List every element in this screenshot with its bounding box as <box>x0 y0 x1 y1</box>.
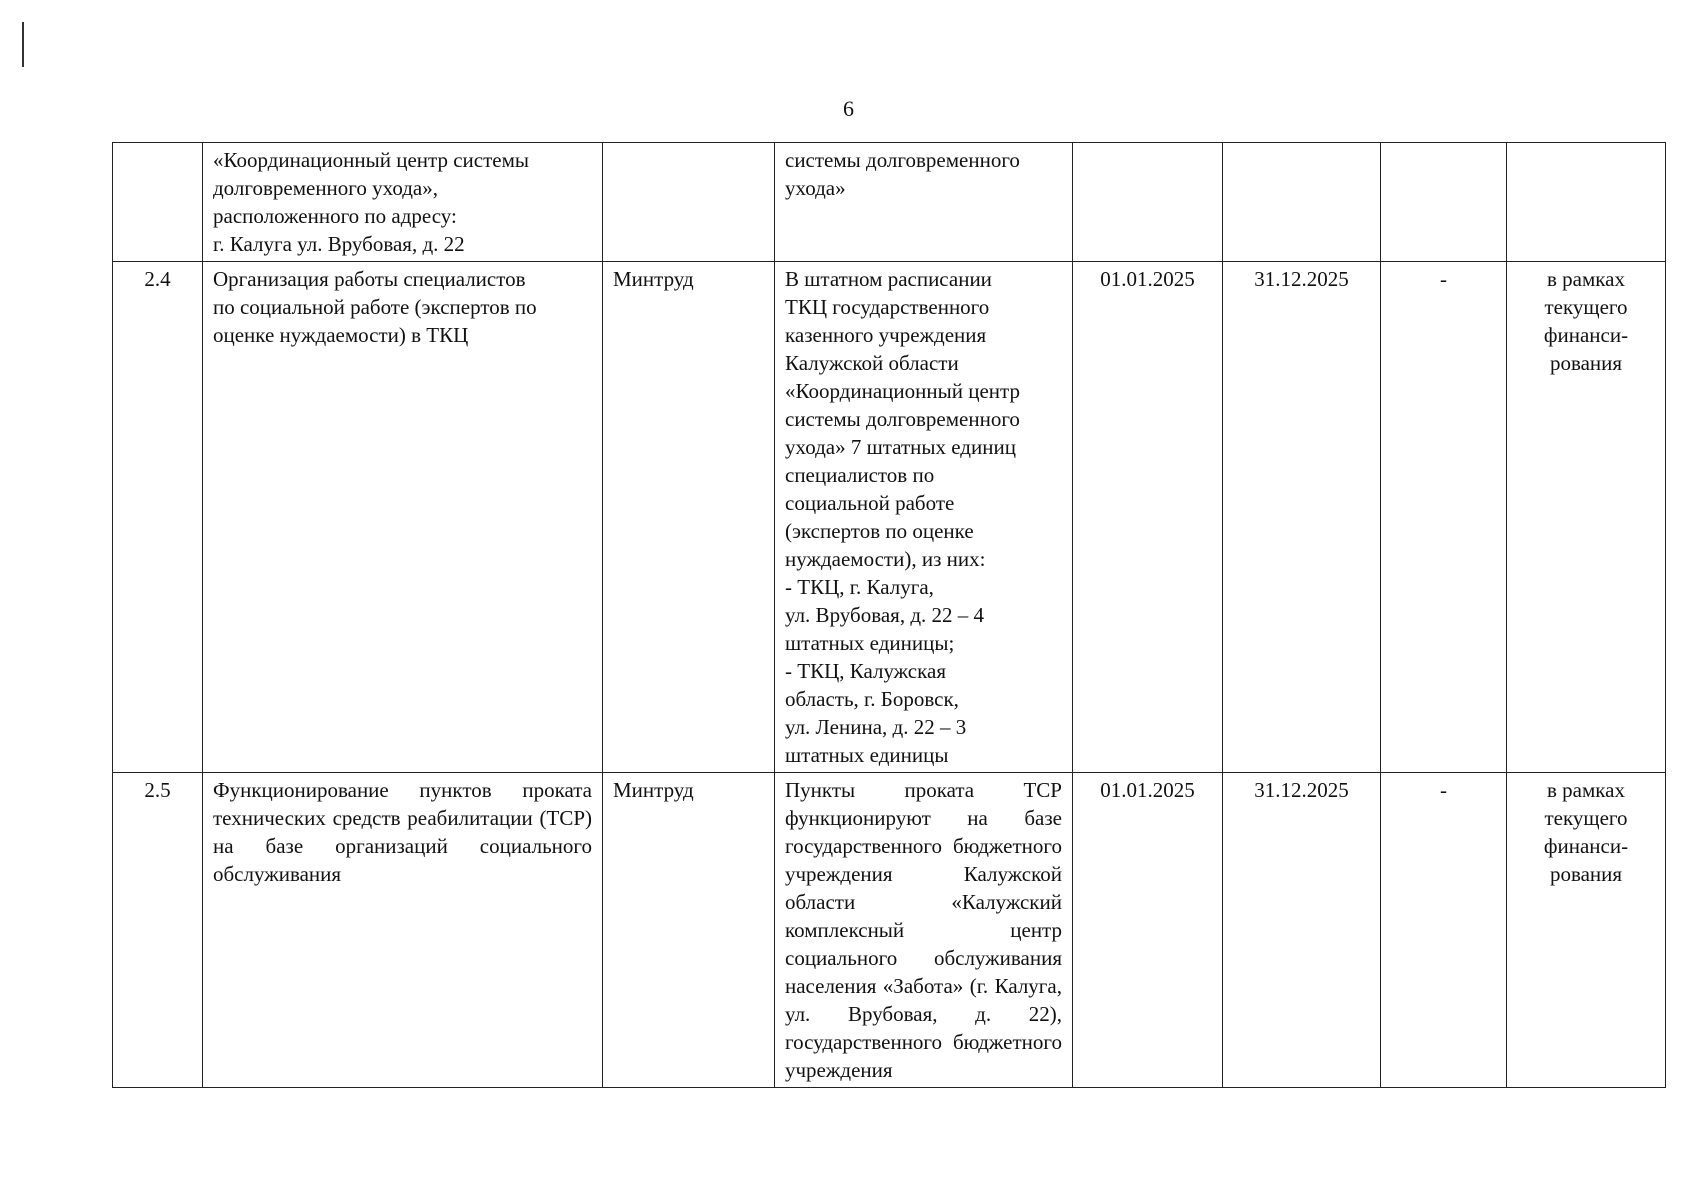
cell-text-line: долговременного ухода», <box>213 176 438 200</box>
table-row <box>113 773 1666 1088</box>
cell-responsible: Минтруд <box>603 773 775 1088</box>
cell-text-line: «Координационный центр <box>785 379 1020 403</box>
cell-text-line: ухода» <box>785 176 846 200</box>
cell-text-line: «Координационный центр системы <box>213 148 529 172</box>
cell-responsible: Минтруд <box>603 262 775 773</box>
cell-event <box>203 143 603 262</box>
cell-text-line: рования <box>1549 862 1623 886</box>
cell-number: 2.4 <box>113 262 203 773</box>
cell-text-line: финанси- <box>1543 834 1629 858</box>
cell-text-line: в рамках <box>1547 778 1625 802</box>
cell-text-line: казенного учреждения <box>785 323 987 347</box>
cell-text-line: текущего <box>1544 295 1628 319</box>
cell-text-line: рования <box>1549 351 1623 375</box>
cell-result <box>775 773 1073 1088</box>
cell-text-line: социальной работе <box>785 491 955 515</box>
cell-result <box>775 143 1073 262</box>
cell-text: Пункты проката ТСР функционируют на базе государственного бюджетного учреждения Калужской области «Калужский комплексный центр социального обслуживания населения «Забота» (г. Калуга, ул. Врубовая, д. 22), государственного бюджетного учреждения <box>785 778 1062 1082</box>
cell-text-line: оценке нуждаемости) в ТКЦ <box>213 323 469 347</box>
cell-text-line: г. Калуга ул. Врубовая, д. 22 <box>213 232 465 256</box>
cell-text-line: нуждаемости), из них: <box>785 547 986 571</box>
cell-start-date <box>1073 143 1223 262</box>
cell-text-line: штатных единицы <box>785 743 949 767</box>
cell-text-line: штатных единицы; <box>785 631 955 655</box>
cell-text-line: В штатном расписании <box>785 267 992 291</box>
cell-text: Функционирование пунктов проката технических средств реабилитации (ТСР) на базе организаций социального обслуживания <box>213 778 592 886</box>
cell-text-line: системы долговременного <box>785 148 1020 172</box>
cell-text-line: специалистов по <box>785 463 935 487</box>
cell-text-line: ТКЦ государственного <box>785 295 990 319</box>
cell-text-line: текущего <box>1544 806 1628 830</box>
cell-funding-source <box>1507 773 1666 1088</box>
table-row <box>113 143 1666 262</box>
cell-text-line: Организация работы специалистов <box>213 267 526 291</box>
cell-text-line: Калужской области <box>785 351 959 375</box>
cell-end-date <box>1223 143 1381 262</box>
cell-text-line: ул. Ленина, д. 22 – 3 <box>785 715 967 739</box>
cell-text-line: финанси- <box>1543 323 1629 347</box>
cell-text-line: область, г. Боровск, <box>785 687 959 711</box>
cell-end-date: 31.12.2025 <box>1223 773 1381 1088</box>
cell-text-line: (экспертов по оценке <box>785 519 974 543</box>
cell-text-line: в рамках <box>1547 267 1625 291</box>
cell-event <box>203 773 603 1088</box>
cell-text-line: - ТКЦ, г. Калуга, <box>785 575 934 599</box>
cell-cost: - <box>1381 773 1507 1088</box>
plan-table <box>112 142 1666 1088</box>
cell-text-line: системы долговременного <box>785 407 1020 431</box>
cell-text-line: по социальной работе (экспертов по <box>213 295 537 319</box>
cell-funding-source <box>1507 262 1666 773</box>
cell-cost: - <box>1381 262 1507 773</box>
cell-end-date: 31.12.2025 <box>1223 262 1381 773</box>
cell-text-line: ухода» 7 штатных единиц <box>785 435 1016 459</box>
cell-start-date: 01.01.2025 <box>1073 262 1223 773</box>
cell-text-line: ул. Врубовая, д. 22 – 4 <box>785 603 984 627</box>
cell-number <box>113 143 203 262</box>
cell-result <box>775 262 1073 773</box>
cell-start-date: 01.01.2025 <box>1073 773 1223 1088</box>
table-body <box>113 143 1666 1088</box>
cell-event <box>203 262 603 773</box>
cell-responsible <box>603 143 775 262</box>
cell-text-line: - ТКЦ, Калужская <box>785 659 946 683</box>
scan-edge-mark <box>22 22 24 67</box>
cell-number: 2.5 <box>113 773 203 1088</box>
cell-cost <box>1381 143 1507 262</box>
cell-text-line: расположенного по адресу: <box>213 204 457 228</box>
cell-funding-source <box>1507 143 1666 262</box>
page-number: 6 <box>843 96 854 121</box>
table-row <box>113 262 1666 773</box>
